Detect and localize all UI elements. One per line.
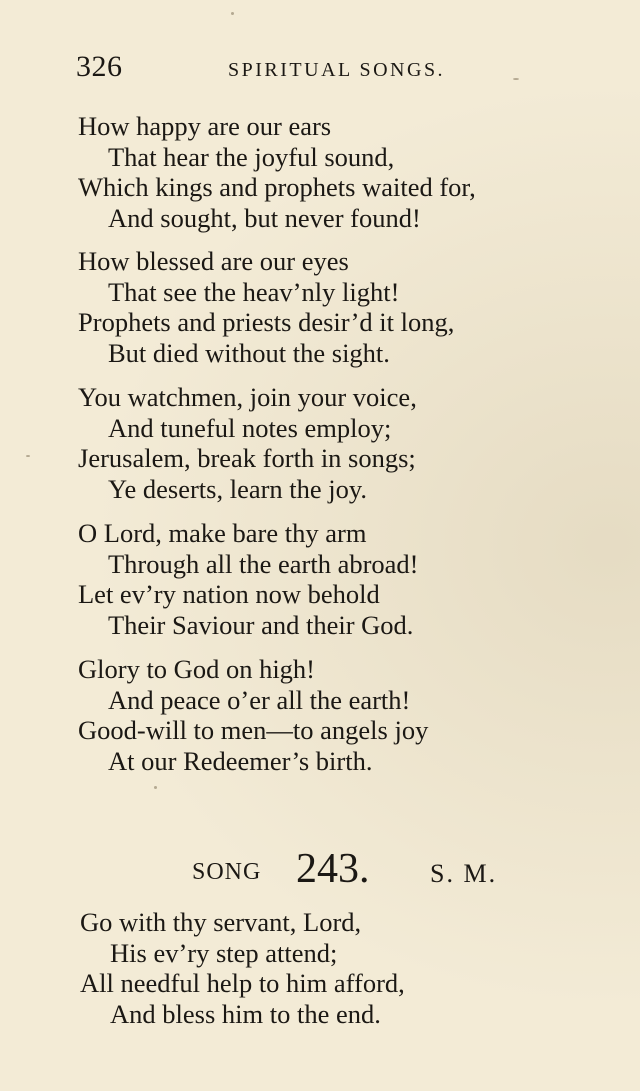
verse-line: Go with thy servant, Lord,	[80, 907, 362, 937]
song-stanza-1	[80, 907, 405, 1029]
song-meter: S. M.	[430, 859, 498, 888]
verse-line: Through all the earth abroad!	[108, 548, 419, 579]
verse-line: Ye deserts, learn the joy.	[108, 473, 368, 504]
verse-line: That hear the joyful sound,	[108, 141, 395, 172]
song-label: SONG	[192, 859, 262, 885]
stanza-5	[78, 654, 428, 776]
verse-line: And bless him to the end.	[110, 998, 381, 1029]
verse-line: O Lord, make bare thy arm	[78, 518, 367, 548]
stanza-3	[78, 382, 417, 504]
verse-line: You watchmen, join your voice,	[78, 382, 417, 412]
verse-line: His ev’ry step attend;	[110, 937, 338, 968]
paper-speck	[513, 78, 519, 80]
verse-line: All needful help to him afford,	[80, 968, 405, 998]
stanza-2	[78, 246, 454, 368]
paper-speck	[154, 786, 157, 789]
verse-line: Prophets and priests desir’d it long,	[78, 307, 455, 337]
page-number: 326	[76, 50, 123, 83]
verse-line: And sought, but never found!	[108, 202, 421, 233]
verse-line: And tuneful notes employ;	[108, 412, 392, 443]
stanza-4	[78, 518, 419, 640]
verse-line: How blessed are our eyes	[78, 246, 349, 276]
song-number: 243.	[296, 846, 370, 892]
verse-line: Glory to God on high!	[78, 654, 316, 684]
verse-line: Which kings and prophets waited for,	[78, 172, 476, 202]
verse-line: Let ev’ry nation now behold	[78, 579, 380, 609]
verse-line: How happy are our ears	[78, 111, 332, 141]
verse-line: At our Redeemer’s birth.	[108, 745, 373, 776]
song-heading	[192, 845, 532, 895]
running-head	[76, 50, 546, 86]
paper-speck	[26, 455, 30, 457]
paper-speck	[231, 12, 234, 15]
verse-line: Jerusalem, break forth in songs;	[78, 443, 416, 473]
stanza-1	[78, 111, 476, 233]
verse-line: That see the heav’nly light!	[108, 276, 400, 307]
verse-line: Their Saviour and their God.	[108, 609, 414, 640]
verse-line: Good-will to men—to angels joy	[78, 715, 429, 745]
verse-line: But died without the sight.	[108, 337, 390, 368]
verse-line: And peace o’er all the earth!	[108, 684, 411, 715]
running-title: SPIRITUAL SONGS.	[228, 59, 446, 81]
